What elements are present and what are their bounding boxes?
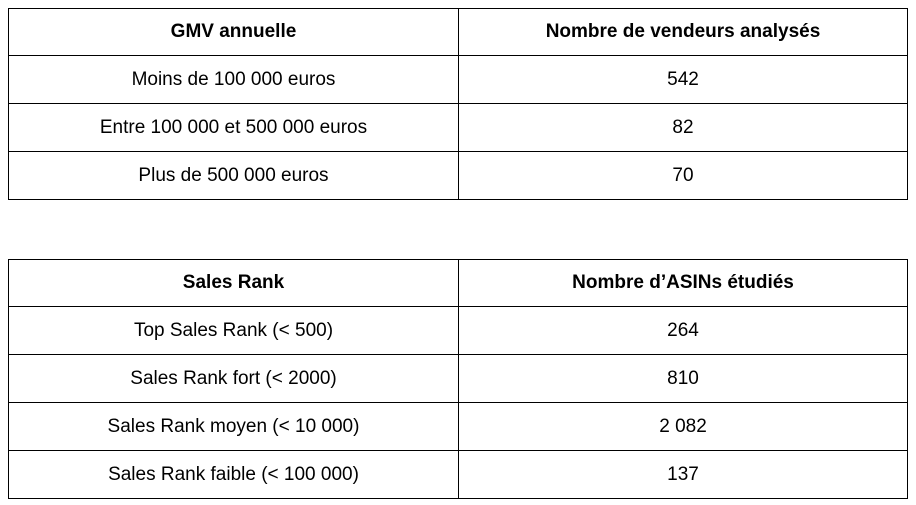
table-cell: 810 <box>459 355 908 403</box>
table-cell: Top Sales Rank (< 500) <box>9 307 459 355</box>
table-cell: 137 <box>459 451 908 499</box>
column-header-asins-count: Nombre d’ASINs étudiés <box>459 260 908 307</box>
table-row <box>9 451 908 499</box>
gmv-table <box>8 8 908 200</box>
table-cell: Moins de 100 000 euros <box>9 56 459 104</box>
table-cell: Sales Rank faible (< 100 000) <box>9 451 459 499</box>
table-row <box>9 104 908 152</box>
column-header-sellers-count: Nombre de vendeurs analysés <box>459 9 908 56</box>
table-cell: 70 <box>459 152 908 200</box>
table-row <box>9 307 908 355</box>
table-cell: 542 <box>459 56 908 104</box>
table-header-row <box>9 260 908 307</box>
table-cell: Plus de 500 000 euros <box>9 152 459 200</box>
column-header-gmv: GMV annuelle <box>9 9 459 56</box>
table-row <box>9 56 908 104</box>
table-row <box>9 403 908 451</box>
table-cell: 82 <box>459 104 908 152</box>
table-row <box>9 152 908 200</box>
table-cell: 264 <box>459 307 908 355</box>
table-row <box>9 355 908 403</box>
sales-rank-table <box>8 259 908 499</box>
table-cell: Entre 100 000 et 500 000 euros <box>9 104 459 152</box>
table-cell: Sales Rank fort (< 2000) <box>9 355 459 403</box>
table-cell: 2 082 <box>459 403 908 451</box>
table-cell: Sales Rank moyen (< 10 000) <box>9 403 459 451</box>
column-header-sales-rank: Sales Rank <box>9 260 459 307</box>
table-header-row <box>9 9 908 56</box>
